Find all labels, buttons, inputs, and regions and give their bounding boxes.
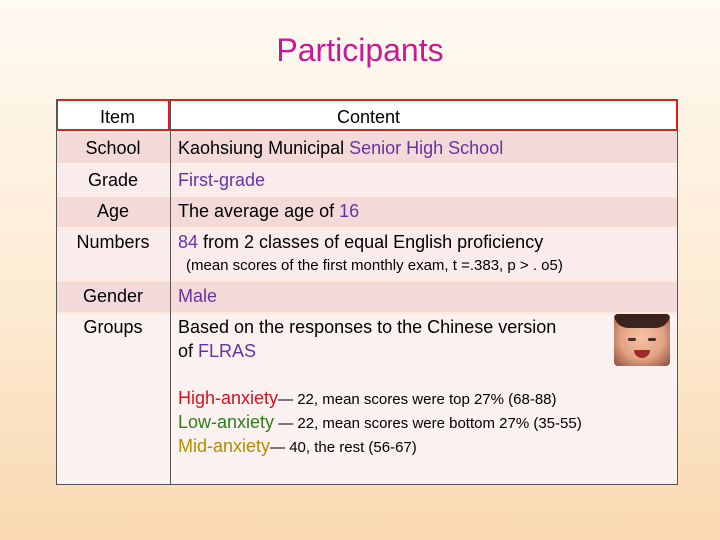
gender-content: Male	[178, 286, 218, 306]
low-anxiety-label: Low-anxiety	[178, 412, 275, 432]
low-anxiety-line	[178, 411, 582, 435]
gender-label: Gender	[82, 286, 144, 306]
header-content: Content	[337, 107, 401, 127]
age-value: 16	[339, 201, 360, 221]
groups-label: Groups	[83, 317, 143, 337]
numbers-label: Numbers	[76, 232, 150, 252]
page-title: Participants	[276, 32, 444, 68]
school-label: School	[85, 138, 141, 158]
participants-table	[56, 99, 678, 485]
numbers-text: from 2 classes of equal English proficiency	[198, 232, 544, 252]
numbers-content	[178, 231, 543, 253]
high-anxiety-label: High-anxiety	[178, 388, 279, 408]
high-anxiety-line	[178, 387, 557, 411]
mid-anxiety-text: — 40, the rest (56-67)	[270, 439, 417, 456]
header-item: Item	[100, 107, 136, 127]
mid-anxiety-label: Mid-anxiety	[178, 436, 271, 456]
grade-content: First-grade	[178, 170, 266, 190]
age-label: Age	[96, 201, 130, 221]
school-name: Kaohsiung Municipal	[178, 138, 350, 158]
grade-label: Grade	[87, 170, 139, 190]
age-content	[178, 200, 359, 222]
groups-instrument: FLRAS	[198, 341, 257, 361]
numbers-note: (mean scores of the first monthly exam, t =.383, p > . o5)	[186, 257, 563, 274]
crying-child-photo	[614, 314, 670, 366]
groups-line1: Based on the responses to the Chinese version	[178, 317, 557, 337]
mid-anxiety-line	[178, 435, 417, 459]
age-text: The average age of	[178, 201, 340, 221]
high-anxiety-text: — 22, mean scores were top 27% (68-88)	[278, 391, 557, 408]
low-anxiety-text: — 22, mean scores were bottom 27% (35-55)	[274, 415, 582, 432]
school-level: Senior High School	[349, 138, 504, 158]
groups-line2	[178, 340, 256, 362]
groups-line2-prefix: of	[178, 341, 199, 361]
school-content	[178, 137, 503, 159]
numbers-value: 84	[178, 232, 199, 252]
